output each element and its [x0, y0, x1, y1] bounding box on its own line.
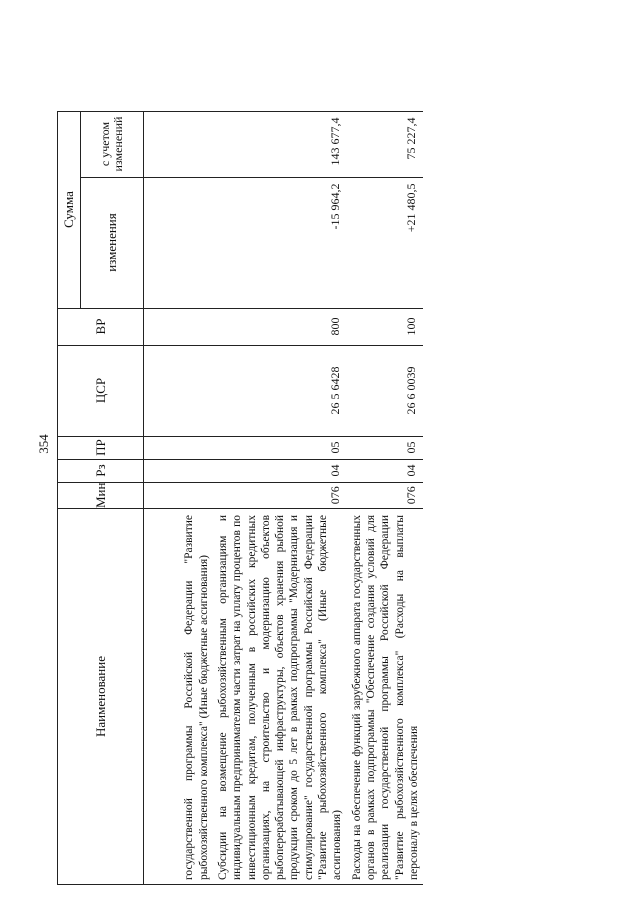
row-csr: 26 6 0039	[347, 345, 423, 436]
row-name: государственной программы Российской Федерации "Развитие рыбохозяйственного комплекса" (Иные бюджетные ассигнования)	[144, 509, 214, 885]
table-row	[347, 111, 423, 884]
table-row	[213, 111, 347, 884]
table-row	[144, 111, 214, 884]
row-name: Расходы на обеспечение функций зарубежного аппарата государственных органов в рамках подпрограммы "Обеспечение создания условий для реализации государственной программы Российской Федерации "Развитие рыбохозяйственного комплекса" (Расходы на выплаты персоналу в целях обеспечения	[347, 509, 423, 885]
row-pr: 05	[213, 436, 347, 459]
row-total: 75 227,4	[347, 111, 423, 177]
header-sum: Сумма	[58, 111, 81, 308]
row-total: 143 677,4	[213, 111, 347, 177]
row-change: -15 964,2	[213, 177, 347, 308]
header-rz: Рз	[58, 459, 144, 482]
row-min	[144, 482, 214, 508]
header-vr: ВР	[58, 308, 144, 345]
row-vr	[144, 308, 214, 345]
row-csr	[144, 345, 214, 436]
header-min: Мин	[58, 482, 144, 508]
row-vr: 100	[347, 308, 423, 345]
row-min: 076	[347, 482, 423, 508]
row-vr: 800	[213, 308, 347, 345]
header-pr: ПР	[58, 436, 144, 459]
header-with-change: с учетом изменений	[81, 111, 144, 177]
header-change: изменения	[81, 177, 144, 308]
row-csr: 26 5 6428	[213, 345, 347, 436]
row-total	[144, 111, 214, 177]
appropriations-table	[57, 111, 423, 885]
row-change	[144, 177, 214, 308]
header-name: Наименование	[58, 509, 144, 885]
row-pr: 05	[347, 436, 423, 459]
row-pr	[144, 436, 214, 459]
row-rz	[144, 459, 214, 482]
row-min: 076	[213, 482, 347, 508]
row-rz: 04	[213, 459, 347, 482]
page-number: 354	[36, 434, 51, 454]
header-csr: ЦСР	[58, 345, 144, 436]
row-rz: 04	[347, 459, 423, 482]
row-change: +21 480,5	[347, 177, 423, 308]
row-name: Субсидии на возмещение рыбохозяйственным организациям и индивидуальным предпринимателям части затрат на уплату процентов по инвестиционным кредитам, полученным в российских кредитных организациях, на строительство и модернизацию объектов рыбоперерабатывающей инфраструктуры, объектов хранения рыбной продукции сроком до 5 лет в рамках подпрограммы "Модернизация и стимулирование" государственной программы Российской Федерации "Развитие рыбохозяйственного комплекса" (Иные бюджетные ассигнования)	[213, 509, 347, 885]
